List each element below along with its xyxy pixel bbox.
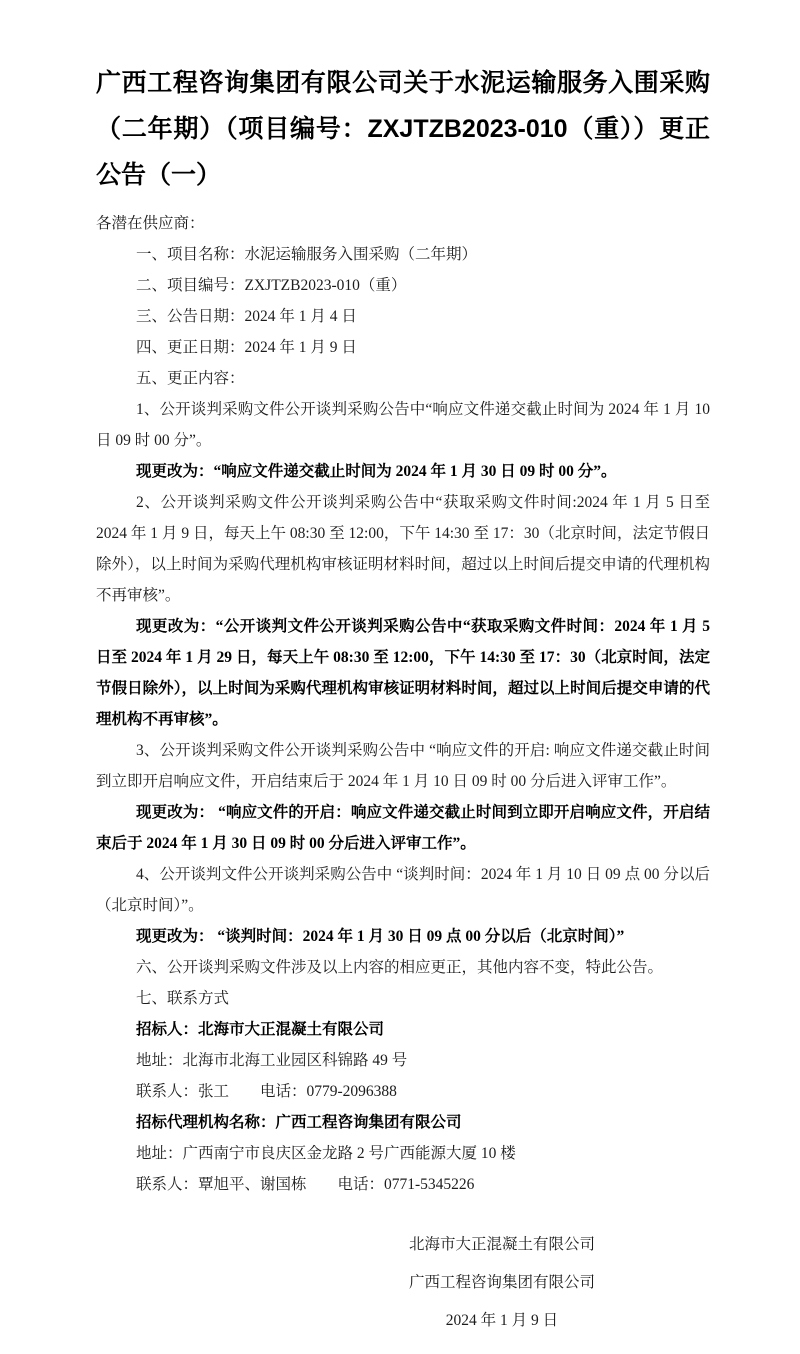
paragraph: 招标代理机构名称：广西工程咨询集团有限公司	[136, 1114, 462, 1131]
paragraph: 1、公开谈判采购文件公开谈判采购公告中“响应文件递交截止时间为 2024 年 1 月 10 日 09 时 00 分”。	[96, 401, 710, 449]
paragraph: 五、更正内容：	[136, 370, 245, 387]
paragraph: 六、公开谈判采购文件涉及以上内容的相应更正，其他内容不变，特此公告。	[136, 959, 664, 976]
document-body	[96, 239, 710, 1200]
signature-line: 北海市大正混凝土有限公司	[408, 1236, 595, 1253]
paragraph: 七、联系方式	[136, 990, 230, 1007]
paragraph: 地址：北海市北海工业园区科锦路 49 号	[136, 1052, 408, 1069]
paragraph: 联系人：覃旭平、谢国栋 电话：0771-5345226	[136, 1176, 475, 1193]
paragraph: 二、项目编号：ZXJTZB2023-010（重）	[136, 277, 407, 294]
paragraph: 现更改为： “响应文件的开启：响应文件递交截止时间到立即开启响应文件，开启结束后于 2024 年 1 月 30 日 09 时 00 分后进入评审工作”。	[96, 804, 710, 852]
paragraph: 招标人：北海市大正混凝土有限公司	[136, 1021, 385, 1038]
paragraph: 现更改为：“响应文件递交截止时间为 2024 年 1 月 30 日 09 时 00 分”。	[136, 463, 617, 480]
paragraph: 一、项目名称：水泥运输服务入围采购（二年期）	[136, 246, 478, 263]
paragraph: 3、公开谈判采购文件公开谈判采购公告中 “响应文件的开启: 响应文件递交截止时间到立即开启响应文件，开启结束后于 2024 年 1 月 10 日 09 时 00 分后进入评审工作”。	[96, 742, 710, 790]
paragraph: 地址：广西南宁市良庆区金龙路 2 号广西能源大厦 10 楼	[136, 1145, 516, 1162]
paragraph: 2、公开谈判采购文件公开谈判采购公告中“获取采购文件时间:2024 年 1 月 5 日至 2024 年 1 月 9 日，每天上午 08:30 至 12:00，下午 14:30 至 17：30（北京时间，法定节假日除外），以上时间为采购代理机构审核证明材料时间，超过以上时间后提交申请的代理机构不再审核”。	[96, 494, 710, 604]
paragraph: 三、公告日期：2024 年 1 月 4 日	[136, 308, 357, 325]
paragraph: 现更改为：“公开谈判文件公开谈判采购公告中“获取采购文件时间：2024 年 1 月 5 日至 2024 年 1 月 29 日，每天上午 08:30 至 12:00，下午 14:30 至 17：30（北京时间，法定节假日除外），以上时间为采购代理机构审核证明材料时间，超过以上时间后提交申请的代理机构不再审核”。	[96, 618, 710, 728]
signature-line: 广西工程咨询集团有限公司	[408, 1274, 595, 1291]
paragraph: 4、公开谈判文件公开谈判采购公告中 “谈判时间：2024 年 1 月 10 日 09 点 00 分以后（北京时间）”。	[96, 866, 710, 914]
paragraph: 联系人：张工 电话：0779-2096388	[136, 1083, 397, 1100]
document-title: 广西工程咨询集团有限公司关于水泥运输服务入围采购（二年期）（项目编号：ZXJTZB2023-010（重））更正公告（一）	[96, 69, 710, 189]
signature-line: 2024 年 1 月 9 日	[445, 1312, 559, 1329]
paragraph: 现更改为： “谈判时间：2024 年 1 月 30 日 09 点 00 分以后（北京时间）”	[136, 928, 625, 945]
salutation: 各潜在供应商：	[96, 215, 205, 232]
paragraph: 四、更正日期：2024 年 1 月 9 日	[136, 339, 357, 356]
signature-block	[352, 1226, 652, 1340]
